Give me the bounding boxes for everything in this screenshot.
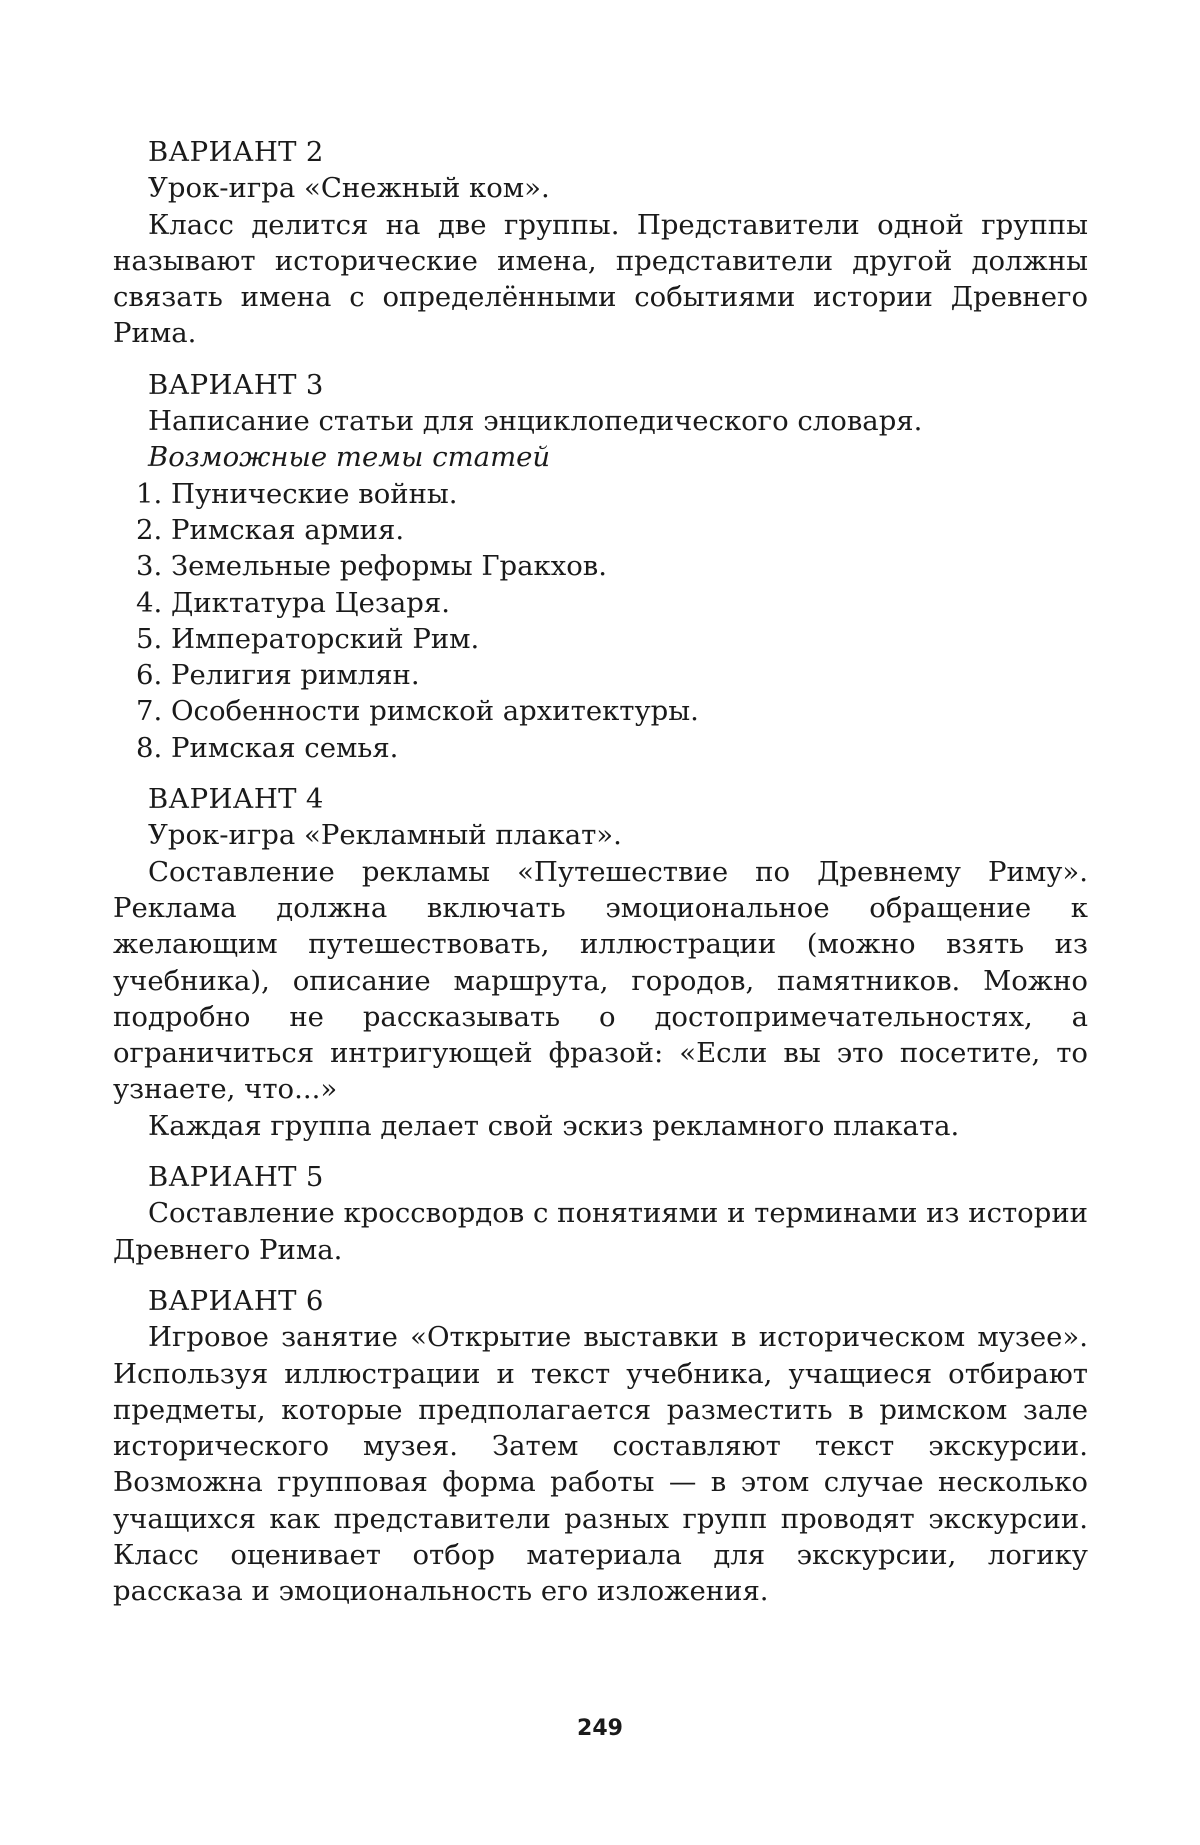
list-item-text: Особенности римской архитектуры. xyxy=(171,695,699,728)
list-item-number: 5. xyxy=(136,622,163,655)
page-number: 249 xyxy=(577,1716,623,1741)
section-variant-6 xyxy=(113,1283,1088,1610)
section-variant-3 xyxy=(113,367,1088,766)
section-variant-5 xyxy=(113,1159,1088,1268)
page-body xyxy=(113,134,1088,1610)
section-heading: ВАРИАНТ 3 xyxy=(148,368,324,401)
section-paragraph: Написание статьи для энциклопедического словаря. xyxy=(148,405,923,438)
list-item-text: Римская семья. xyxy=(171,731,399,764)
list-item xyxy=(136,730,1088,766)
list-item xyxy=(136,693,1088,729)
list-item-number: 7. xyxy=(136,695,163,728)
section-paragraph: Урок-игра «Рекламный плакат». xyxy=(148,819,622,852)
section-paragraph: Игровое занятие «Открытие выставки в историческом музее». Используя иллюстрации и текст учебника, учащиеся отбирают предметы, которые предполагается разместить в римском зале исторического музея. Затем составляют текст экскурсии. Возможна групповая форма работы — в этом случае несколько учащихся как представители разных групп проводят экскурсии. Класс оценивает отбор материала для экскурсии, логику рассказа и эмоциональность его изложения. xyxy=(113,1321,1088,1608)
section-heading: ВАРИАНТ 6 xyxy=(148,1284,324,1317)
section-paragraph: Составление кроссвордов с понятиями и терминами из истории Древнего Рима. xyxy=(113,1197,1088,1266)
section-paragraph: Составление рекламы «Путешествие по Древнему Риму». Реклама должна включать эмоциональное обращение к желающим путешествовать, иллюстрации (можно взять из учебника), описание маршрута, городов, памятников. Можно подробно не рассказывать о достопримечательностях, а ограничиться интригующей фразой: «Если вы это посетите, то узнаете, что...» xyxy=(113,855,1088,1106)
section-variant-4 xyxy=(113,781,1088,1144)
list-item-number: 3. xyxy=(136,550,163,583)
list-item-text: Земельные реформы Гракхов. xyxy=(171,550,608,583)
list-item xyxy=(136,548,1088,584)
list-item xyxy=(136,585,1088,621)
section-heading: ВАРИАНТ 4 xyxy=(148,783,324,816)
list-item-number: 6. xyxy=(136,659,163,692)
list-item-number: 8. xyxy=(136,731,163,764)
topics-subheading: Возможные темы статей xyxy=(148,441,551,474)
list-item xyxy=(136,476,1088,512)
list-item xyxy=(136,621,1088,657)
section-paragraph: Урок-игра «Снежный ком». xyxy=(148,172,550,205)
section-heading: ВАРИАНТ 5 xyxy=(148,1161,324,1194)
list-item xyxy=(136,657,1088,693)
list-item xyxy=(136,512,1088,548)
topics-list xyxy=(113,476,1088,766)
section-paragraph: Класс делится на две группы. Представители одной группы называют исторические имена, представители другой должны связать имена с определёнными событиями истории Древнего Рима. xyxy=(113,208,1088,350)
list-item-text: Пунические войны. xyxy=(171,477,458,510)
list-item-text: Императорский Рим. xyxy=(171,622,480,655)
list-item-text: Диктатура Цезаря. xyxy=(171,586,450,619)
list-item-number: 1. xyxy=(136,477,163,510)
section-heading: ВАРИАНТ 2 xyxy=(148,136,324,168)
list-item-text: Римская армия. xyxy=(171,513,405,546)
list-item-number: 2. xyxy=(136,513,163,546)
list-item-number: 4. xyxy=(136,586,163,619)
section-variant-2 xyxy=(113,134,1088,352)
list-item-text: Религия римлян. xyxy=(171,659,420,692)
section-paragraph: Каждая группа делает свой эскиз рекламного плаката. xyxy=(148,1109,960,1142)
